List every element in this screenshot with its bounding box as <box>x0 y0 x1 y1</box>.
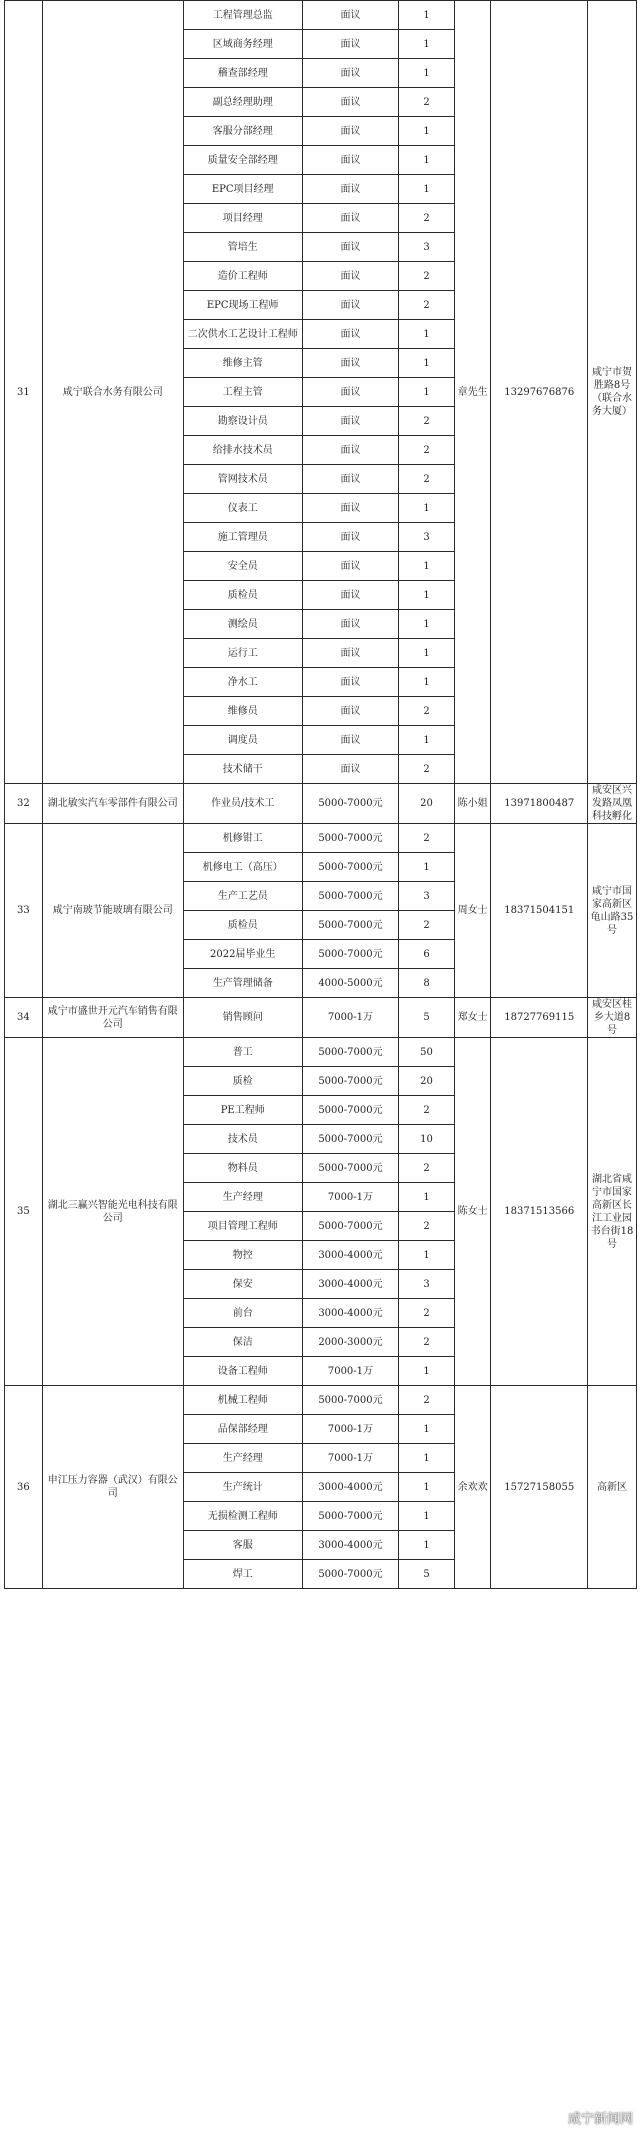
job-title: 物料员 <box>183 1154 302 1183</box>
table-body <box>5 1 637 1589</box>
job-salary: 5000-7000元 <box>302 1212 399 1241</box>
job-count: 1 <box>399 726 455 755</box>
job-count: 1 <box>399 349 455 378</box>
job-salary: 7000-1万 <box>302 1357 399 1386</box>
row-number: 33 <box>5 824 43 998</box>
job-salary: 面议 <box>302 204 399 233</box>
contact-person: 周女士 <box>454 824 491 998</box>
job-salary: 面议 <box>302 291 399 320</box>
job-count: 1 <box>399 1357 455 1386</box>
company-name: 申江压力容器（武汉）有限公司 <box>42 1386 183 1589</box>
job-title: 项目经理 <box>183 204 302 233</box>
contact-phone: 13971800487 <box>491 784 588 824</box>
job-title: 副总经理助理 <box>183 88 302 117</box>
job-title: 质检 <box>183 1067 302 1096</box>
job-title: 物控 <box>183 1241 302 1270</box>
job-count: 5 <box>399 998 455 1038</box>
table-row <box>5 1 637 30</box>
watermark-text: 咸宁新闻网 <box>567 2111 633 2127</box>
table-row <box>5 998 637 1038</box>
job-count: 1 <box>399 175 455 204</box>
job-salary: 面议 <box>302 349 399 378</box>
job-salary: 5000-7000元 <box>302 1096 399 1125</box>
job-salary: 5000-7000元 <box>302 911 399 940</box>
table-row <box>5 824 637 853</box>
job-title: 技术员 <box>183 1125 302 1154</box>
job-count: 3 <box>399 233 455 262</box>
job-salary: 面议 <box>302 146 399 175</box>
job-count: 2 <box>399 262 455 291</box>
job-count: 1 <box>399 1415 455 1444</box>
job-title: 造价工程师 <box>183 262 302 291</box>
job-salary: 3000-4000元 <box>302 1299 399 1328</box>
job-count: 2 <box>399 1299 455 1328</box>
job-count: 5 <box>399 1560 455 1589</box>
job-count: 1 <box>399 378 455 407</box>
job-salary: 5000-7000元 <box>302 1038 399 1067</box>
job-salary: 3000-4000元 <box>302 1531 399 1560</box>
job-count: 2 <box>399 911 455 940</box>
job-count: 1 <box>399 1502 455 1531</box>
contact-person: 陈小姐 <box>454 784 491 824</box>
job-salary: 5000-7000元 <box>302 1502 399 1531</box>
job-count: 2 <box>399 1328 455 1357</box>
job-salary: 7000-1万 <box>302 1183 399 1212</box>
job-title: 普工 <box>183 1038 302 1067</box>
job-salary: 面议 <box>302 668 399 697</box>
job-count: 2 <box>399 697 455 726</box>
job-title: 稽查部经理 <box>183 59 302 88</box>
job-count: 1 <box>399 639 455 668</box>
job-title: 前台 <box>183 1299 302 1328</box>
job-salary: 面议 <box>302 755 399 784</box>
job-count: 1 <box>399 494 455 523</box>
job-title: 机械工程师 <box>183 1386 302 1415</box>
job-title: 生产经理 <box>183 1444 302 1473</box>
company-name: 湖北三赢兴智能光电科技有限公司 <box>42 1038 183 1386</box>
job-salary: 2000-3000元 <box>302 1328 399 1357</box>
job-count: 2 <box>399 824 455 853</box>
job-salary: 面议 <box>302 1 399 30</box>
job-title: 质检员 <box>183 581 302 610</box>
job-salary: 面议 <box>302 581 399 610</box>
job-title: 净水工 <box>183 668 302 697</box>
job-salary: 3000-4000元 <box>302 1241 399 1270</box>
contact-phone: 18371504151 <box>491 824 588 998</box>
job-salary: 面议 <box>302 378 399 407</box>
contact-person: 章先生 <box>454 1 491 784</box>
company-address: 咸宁市国家高新区龟山路35号 <box>588 824 637 998</box>
job-title: 质检员 <box>183 911 302 940</box>
job-title: 仪表工 <box>183 494 302 523</box>
company-name: 咸宁联合水务有限公司 <box>42 1 183 784</box>
job-title: EPC项目经理 <box>183 175 302 204</box>
job-salary: 面议 <box>302 552 399 581</box>
job-title: 机修钳工 <box>183 824 302 853</box>
job-count: 1 <box>399 610 455 639</box>
job-title: 生产经理 <box>183 1183 302 1212</box>
job-title: 管网技术员 <box>183 465 302 494</box>
job-count: 2 <box>399 755 455 784</box>
job-salary: 面议 <box>302 117 399 146</box>
job-title: 维修员 <box>183 697 302 726</box>
job-count: 1 <box>399 1183 455 1212</box>
job-salary: 5000-7000元 <box>302 1560 399 1589</box>
job-count: 2 <box>399 465 455 494</box>
job-salary: 3000-4000元 <box>302 1270 399 1299</box>
contact-phone: 15727158055 <box>491 1386 588 1589</box>
job-count: 2 <box>399 436 455 465</box>
job-count: 6 <box>399 940 455 969</box>
company-address: 湖北省咸宁市国家高新区长江工业园书台街18号 <box>588 1038 637 1386</box>
contact-person: 余欢欢 <box>454 1386 491 1589</box>
job-count: 3 <box>399 523 455 552</box>
job-count: 2 <box>399 1212 455 1241</box>
job-title: 二次供水工艺设计工程师 <box>183 320 302 349</box>
job-count: 1 <box>399 1241 455 1270</box>
job-title: 工程管理总监 <box>183 1 302 30</box>
row-number: 35 <box>5 1038 43 1386</box>
job-salary: 面议 <box>302 30 399 59</box>
job-count: 2 <box>399 407 455 436</box>
job-salary: 5000-7000元 <box>302 853 399 882</box>
job-title: 测绘员 <box>183 610 302 639</box>
chat-bubble-icon <box>541 2106 563 2128</box>
job-listing-table <box>4 0 637 1589</box>
job-salary: 7000-1万 <box>302 998 399 1038</box>
job-salary: 5000-7000元 <box>302 784 399 824</box>
job-count: 8 <box>399 969 455 998</box>
watermark <box>541 2106 633 2128</box>
job-salary: 面议 <box>302 233 399 262</box>
row-number: 31 <box>5 1 43 784</box>
job-salary: 面议 <box>302 697 399 726</box>
job-count: 1 <box>399 146 455 175</box>
job-title: 生产统计 <box>183 1473 302 1502</box>
job-title: 客服 <box>183 1531 302 1560</box>
job-count: 1 <box>399 30 455 59</box>
job-title: 生产管理储备 <box>183 969 302 998</box>
job-title: 运行工 <box>183 639 302 668</box>
job-salary: 5000-7000元 <box>302 1067 399 1096</box>
table-row <box>5 784 637 824</box>
job-salary: 5000-7000元 <box>302 1154 399 1183</box>
job-count: 1 <box>399 320 455 349</box>
contact-person: 陈女士 <box>454 1038 491 1386</box>
job-title: 无损检测工程师 <box>183 1502 302 1531</box>
job-title: 销售顾问 <box>183 998 302 1038</box>
job-count: 1 <box>399 117 455 146</box>
job-title: PE工程师 <box>183 1096 302 1125</box>
job-count: 3 <box>399 882 455 911</box>
job-title: 施工管理员 <box>183 523 302 552</box>
job-title: 管培生 <box>183 233 302 262</box>
job-title: 维修主管 <box>183 349 302 378</box>
job-title: 安全员 <box>183 552 302 581</box>
job-count: 20 <box>399 784 455 824</box>
job-count: 1 <box>399 668 455 697</box>
job-title: 给排水技术员 <box>183 436 302 465</box>
job-title: 设备工程师 <box>183 1357 302 1386</box>
row-number: 36 <box>5 1386 43 1589</box>
job-count: 50 <box>399 1038 455 1067</box>
job-count: 1 <box>399 1473 455 1502</box>
contact-phone: 18727769115 <box>491 998 588 1038</box>
job-salary: 面议 <box>302 726 399 755</box>
job-salary: 5000-7000元 <box>302 1386 399 1415</box>
company-address: 高新区 <box>588 1386 637 1589</box>
job-salary: 7000-1万 <box>302 1444 399 1473</box>
company-address: 咸安区兴发路凤凰科技孵化 <box>588 784 637 824</box>
job-title: 勘察设计员 <box>183 407 302 436</box>
table-row <box>5 1386 637 1415</box>
job-count: 3 <box>399 1270 455 1299</box>
job-count: 1 <box>399 1531 455 1560</box>
job-title: EPC现场工程师 <box>183 291 302 320</box>
job-count: 1 <box>399 1 455 30</box>
row-number: 34 <box>5 998 43 1038</box>
job-salary: 面议 <box>302 59 399 88</box>
contact-phone: 18371513566 <box>491 1038 588 1386</box>
company-name: 咸宁市盛世开元汽车销售有限公司 <box>42 998 183 1038</box>
job-salary: 面议 <box>302 407 399 436</box>
job-salary: 面议 <box>302 436 399 465</box>
contact-person: 郑女士 <box>454 998 491 1038</box>
job-count: 1 <box>399 853 455 882</box>
job-title: 质量安全部经理 <box>183 146 302 175</box>
job-salary: 3000-4000元 <box>302 1473 399 1502</box>
job-salary: 面议 <box>302 320 399 349</box>
job-title: 调度员 <box>183 726 302 755</box>
company-address: 咸安区桂乡大道8号 <box>588 998 637 1038</box>
job-title: 技术储干 <box>183 755 302 784</box>
job-salary: 面议 <box>302 523 399 552</box>
row-number: 32 <box>5 784 43 824</box>
job-title: 2022届毕业生 <box>183 940 302 969</box>
job-salary: 面议 <box>302 262 399 291</box>
job-salary: 面议 <box>302 494 399 523</box>
company-address: 咸宁市贺胜路8号（联合水务大厦） <box>588 1 637 784</box>
job-title: 焊工 <box>183 1560 302 1589</box>
job-count: 2 <box>399 1154 455 1183</box>
job-count: 2 <box>399 1096 455 1125</box>
job-count: 1 <box>399 552 455 581</box>
job-title: 机修电工（高压） <box>183 853 302 882</box>
table-row <box>5 1038 637 1067</box>
job-count: 1 <box>399 581 455 610</box>
job-title: 客服分部经理 <box>183 117 302 146</box>
job-count: 1 <box>399 59 455 88</box>
job-salary: 5000-7000元 <box>302 1125 399 1154</box>
job-title: 保安 <box>183 1270 302 1299</box>
job-count: 1 <box>399 1444 455 1473</box>
job-salary: 面议 <box>302 175 399 204</box>
job-title: 品保部经理 <box>183 1415 302 1444</box>
job-title: 工程主管 <box>183 378 302 407</box>
job-count: 2 <box>399 204 455 233</box>
job-count: 2 <box>399 88 455 117</box>
job-salary: 5000-7000元 <box>302 824 399 853</box>
job-title: 生产工艺员 <box>183 882 302 911</box>
company-name: 咸宁南玻节能玻璃有限公司 <box>42 824 183 998</box>
job-count: 20 <box>399 1067 455 1096</box>
job-salary: 5000-7000元 <box>302 882 399 911</box>
job-title: 区域商务经理 <box>183 30 302 59</box>
company-name: 湖北敏实汽车零部件有限公司 <box>42 784 183 824</box>
job-count: 2 <box>399 1386 455 1415</box>
job-salary: 面议 <box>302 88 399 117</box>
job-title: 保洁 <box>183 1328 302 1357</box>
job-title: 项目管理工程师 <box>183 1212 302 1241</box>
job-salary: 5000-7000元 <box>302 940 399 969</box>
contact-phone: 13297676876 <box>491 1 588 784</box>
job-salary: 面议 <box>302 465 399 494</box>
job-count: 10 <box>399 1125 455 1154</box>
job-salary: 7000-1万 <box>302 1415 399 1444</box>
job-count: 2 <box>399 291 455 320</box>
job-salary: 面议 <box>302 639 399 668</box>
job-salary: 4000-5000元 <box>302 969 399 998</box>
job-title: 作业员/技术工 <box>183 784 302 824</box>
job-salary: 面议 <box>302 610 399 639</box>
